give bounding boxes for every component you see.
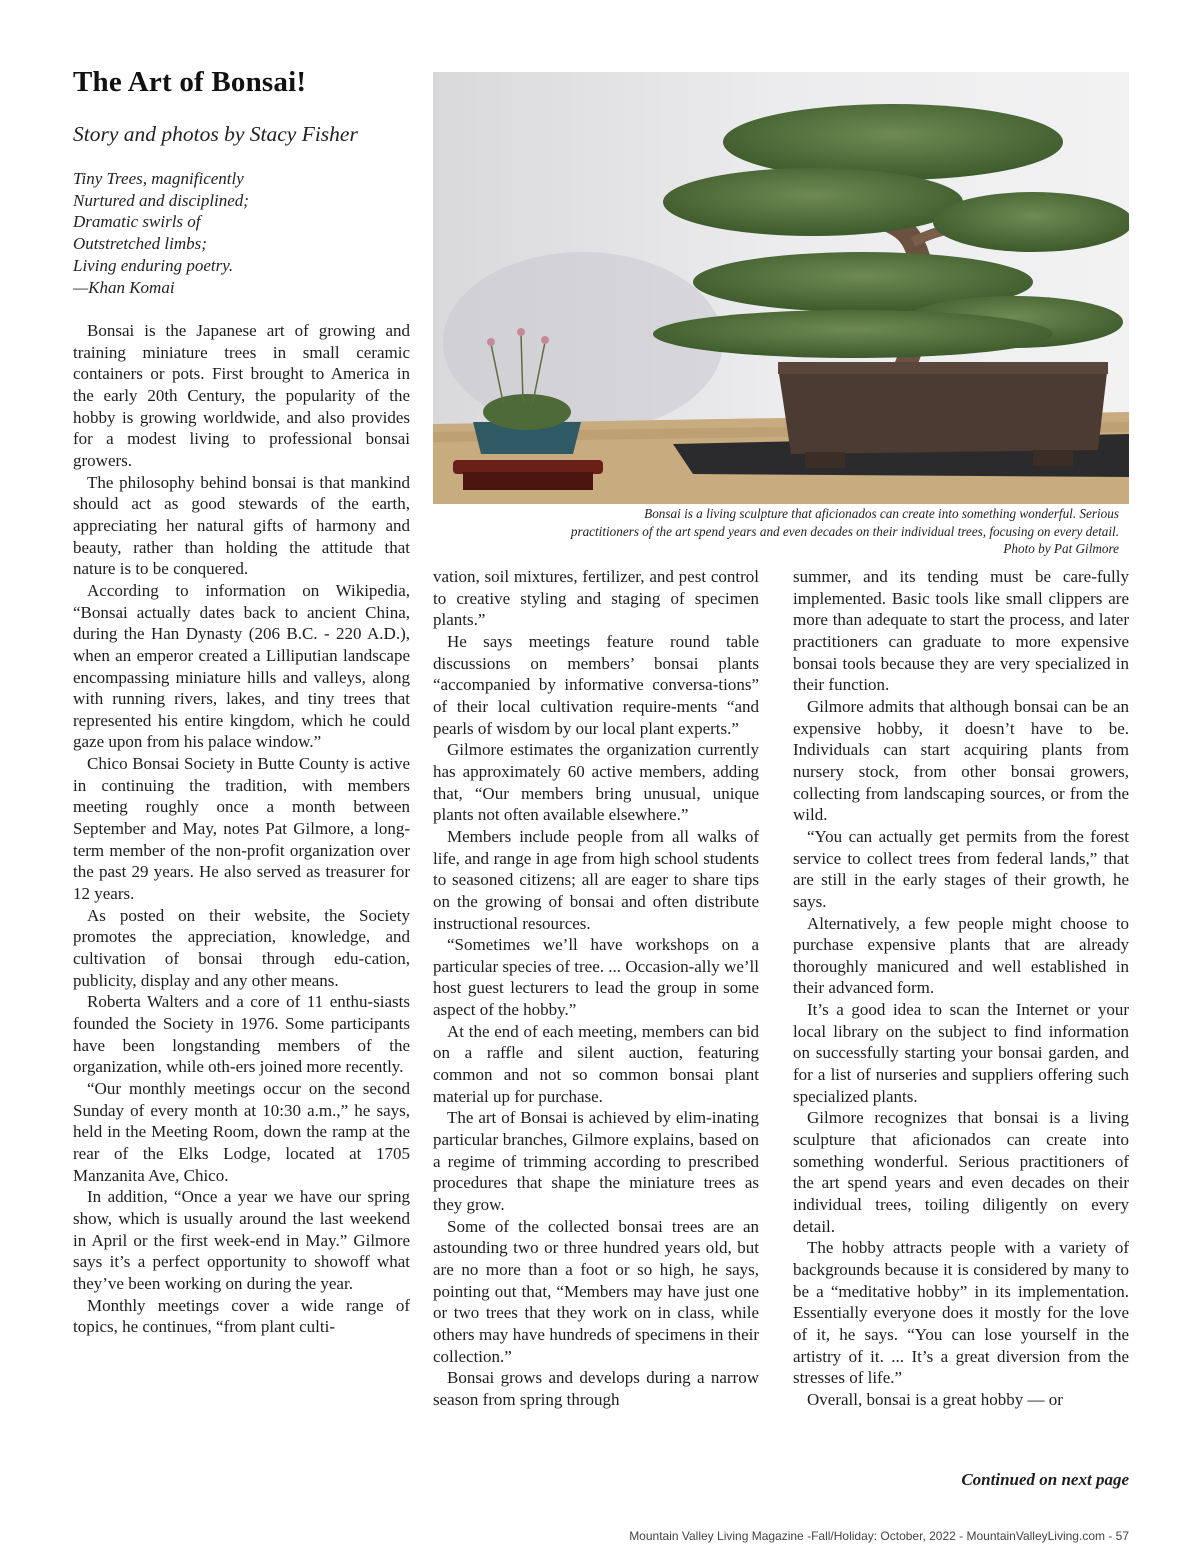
paragraph: The hobby attracts people with a variety of backgrounds because it is considered by many to be a “meditative hobby” in its implementation. Essentially everyone does it mostly for the love of it, he says. “You can lose yourself in the artistry of it. ... It’s a great diversion from the stresses of life.” bbox=[793, 1238, 1129, 1388]
photo-credit: Photo by Pat Gilmore bbox=[1003, 541, 1119, 556]
paragraph: Gilmore estimates the organization currently has approximately 60 active members, adding that, “Our members bring unusual, unique plants not often available elsewhere.” bbox=[433, 740, 759, 825]
caption-line: practitioners of the art spend years and even decades on their individual trees, focusing on every detail. bbox=[570, 523, 1119, 539]
paragraph: As posted on their website, the Society promotes the appreciation, knowledge, and cultivation of bonsai through edu-cation, publicity, display and any other means. bbox=[73, 905, 410, 990]
page-footer: Mountain Valley Living Magazine -Fall/Holiday: October, 2022 - MountainValleyLiving.com - 57 bbox=[629, 1529, 1129, 1543]
poem-line: Tiny Trees, magnificently bbox=[73, 169, 244, 188]
paragraph: Bonsai grows and develops during a narrow season from spring through bbox=[433, 1368, 759, 1409]
paragraph: According to information on Wikipedia, “Bonsai actually dates back to ancient China, during the Han Dynasty (206 B.C. - 220 A.D.), when an emperor created a Lilliputian landscape encompassing miniature hills and valleys, along with running rivers, lakes, and tiny trees that represented his entire kingdom, which he could gaze upon from his palace window.” bbox=[73, 580, 410, 752]
article-title: The Art of Bonsai! bbox=[73, 66, 307, 98]
caption-line: Bonsai is a living sculpture that aficionados can create into something wonderful. Serious bbox=[644, 506, 1119, 521]
paragraph: Overall, bonsai is a great hobby — or bbox=[807, 1389, 1063, 1409]
paragraph: “You can actually get permits from the forest service to collect trees from federal lands,” that are still in the early stages of their growth, he says. bbox=[793, 826, 1129, 911]
paragraph: “Our monthly meetings occur on the second Sunday of every month at 10:30 a.m.,” he says, held in the Meeting Room, down the ramp at the rear of the Elks Lodge, located at 1705 Manzanita Ave, Chico. bbox=[73, 1078, 410, 1185]
continued-link: Continued on next page bbox=[961, 1470, 1129, 1489]
paragraph: Monthly meetings cover a wide range of topics, he continues, “from plant culti- bbox=[73, 1295, 410, 1337]
paragraph: Chico Bonsai Society in Butte County is active in continuing the tradition, with members meeting roughly once a month between September and May, notes Pat Gilmore, a long-term member of the non-profit organization over the past 29 years. He also served as treasurer for 12 years. bbox=[73, 754, 410, 904]
photo-caption bbox=[433, 505, 1119, 558]
paragraph: Members include people from all walks of life, and range in age from high school students to seasoned citizens; all are eager to share tips on the growing of bonsai and often distribute instructional resources. bbox=[433, 826, 759, 933]
paragraph: The art of Bonsai is achieved by elim-inating particular branches, Gilmore explains, based on a regime of trimming according to prescribed procedures that shape the miniature trees as they grow. bbox=[433, 1108, 759, 1215]
paragraph: Gilmore admits that although bonsai can be an expensive hobby, it doesn’t have to be. Individuals can start acquiring plants from nursery stock, from other bonsai growers, collecting from landscaping sources, or from the wild. bbox=[793, 696, 1129, 825]
paragraph: Bonsai is the Japanese art of growing and training miniature trees in small ceramic containers or pots. First brought to America in the early 20th Century, the popularity of the hobby is growing worldwide, and also provides for a modest living to professional bonsai growers. bbox=[73, 321, 410, 470]
paragraph: The philosophy behind bonsai is that mankind should act as good stewards of the earth, appreciating her natural gifts of harmony and beauty, rather than holding the attitude that nature is to be conquered. bbox=[73, 472, 410, 579]
poem-line: Outstretched limbs; bbox=[73, 234, 207, 254]
paragraph: At the end of each meeting, members can bid on a raffle and silent auction, featuring common and not so common bonsai plant material up for purchase. bbox=[433, 1021, 759, 1106]
article-byline: Story and photos by Stacy Fisher bbox=[73, 122, 358, 146]
paragraph: Alternatively, a few people might choose to purchase expensive plants that are already thoroughly manicured and well established in their advanced form. bbox=[793, 913, 1129, 998]
paragraph: Some of the collected bonsai trees are an astounding two or three hundred years old, but are no more than a foot or so high, he says, pointing out that, “Members may have just one or two trees that they work on in class, while others may have hundreds of specimens in their collection.” bbox=[433, 1216, 759, 1366]
article-column-3 bbox=[793, 566, 1129, 1411]
paragraph: vation, soil mixtures, fertilizer, and pest control to creative styling and staging of specimen plants.” bbox=[433, 567, 759, 630]
poem-line: Dramatic swirls of bbox=[73, 212, 201, 232]
article-column-1 bbox=[73, 320, 410, 1338]
paragraph: Roberta Walters and a core of 11 enthu-siasts founded the Society in 1976. Some participants have been longstanding members of the organization, while oth-ers joined more recently. bbox=[73, 992, 410, 1077]
epigraph-poem bbox=[73, 168, 403, 298]
poem-attribution: —Khan Komai bbox=[73, 277, 175, 297]
bonsai-photo bbox=[433, 72, 1129, 504]
paragraph: Gilmore recognizes that bonsai is a living sculpture that aficionados can create into something wonderful. Serious practitioners of the art spend years and even decades on their individual trees, toiling diligently on every detail. bbox=[793, 1108, 1129, 1236]
paragraph: summer, and its tending must be care-fully implemented. Basic tools like small clippers are more than adequate to start the process, and later practitioners can graduate to more expensive bonsai tools because they are very specialized in their function. bbox=[793, 567, 1129, 695]
poem-line: Nurtured and disciplined; bbox=[73, 190, 249, 210]
paragraph: In addition, “Once a year we have our spring show, which is usually around the last weekend in April or the first week-end in May.” Gilmore says it’s a perfect opportunity to showoff what they’ve been working on during the year. bbox=[73, 1187, 410, 1293]
paragraph: It’s a good idea to scan the Internet or your local library on the subject to find information on successfully starting your bonsai garden, and for a list of nurseries and suppliers offering such specialized plants. bbox=[793, 1000, 1129, 1106]
poem-line: Living enduring poetry. bbox=[73, 255, 234, 275]
paragraph: “Sometimes we’ll have workshops on a particular species of tree. ... Occasion-ally we’ll host guest lecturers to lead the group in some aspect of the hobby.” bbox=[433, 935, 759, 1020]
bonsai-illustration bbox=[433, 72, 1129, 504]
paragraph: He says meetings feature round table discussions on members’ bonsai plants “accompanied by informative conversa-tions” of their local cultivation require-ments “and pearls of wisdom by our local plant experts.” bbox=[433, 631, 759, 738]
article-column-2 bbox=[433, 566, 759, 1411]
